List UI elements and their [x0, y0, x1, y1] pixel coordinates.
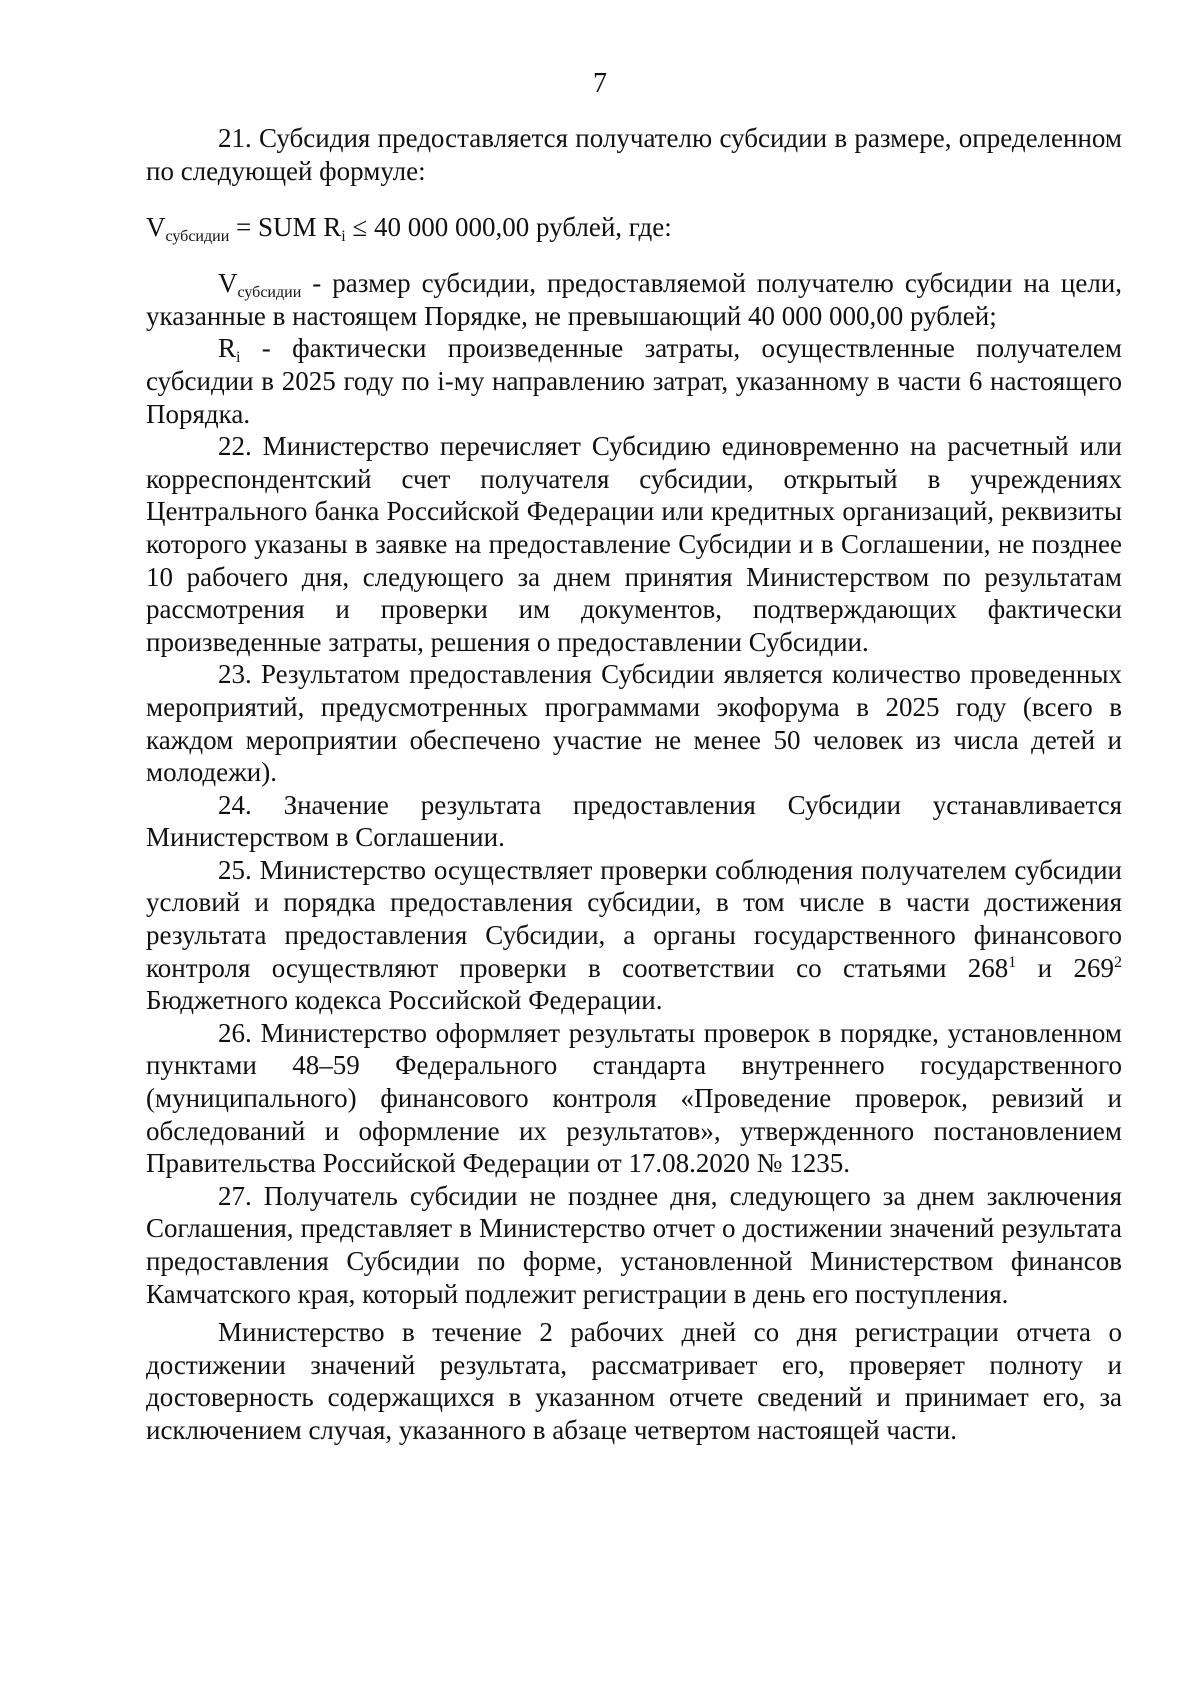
paragraph-24: 24. Значение результата предоставления Субсидии устанавливается Министерством в Соглашении.	[146, 789, 1122, 853]
formula-tail: ≤ 40 000 000,00 рублей, где:	[345, 212, 672, 243]
definition-r-text: - фактически произведенные затраты, осуществленные получателем субсидии в 2025 году по i-му направлению затрат, указанному в части 6 настоящего Порядка.	[146, 333, 1122, 429]
formula-middle: = SUM R	[229, 212, 342, 243]
page-number: 7	[593, 68, 607, 99]
definition-v-subscript: субсидии	[237, 284, 302, 302]
definition-r-symbol: R	[218, 333, 237, 364]
definition-v-symbol: V	[218, 268, 238, 299]
paragraph-25-sup-1: 1	[1008, 953, 1017, 971]
paragraph-25	[146, 854, 1122, 1017]
paragraph-26: 26. Министерство оформляет результаты проверок в порядке, установленном пунктами 48–59 Федерального стандарта внутреннего государственного (муниципального) финансового контроля «Проведение проверок, ревизий и обследований и оформление их результатов», утвержденного постановлением Правительства Российской Федерации от 17.08.2020 № 1235.	[146, 1017, 1122, 1179]
paragraph-25-sup-2: 2	[1114, 953, 1123, 971]
subsidy-formula	[146, 207, 1122, 247]
document-body	[146, 122, 1122, 1447]
paragraph-25-part-b: и 269	[1016, 952, 1115, 983]
paragraph-23: 23. Результатом предоставления Субсидии является количество проведенных мероприятий, предусмотренных программами экофорума в 2025 году (всего в каждом мероприятии обеспечено участие не менее 50 человек из числа детей и молодежи).	[146, 659, 1122, 788]
formula-r-subscript: i	[341, 228, 346, 246]
definition-r-subscript: i	[236, 349, 241, 367]
paragraph-21: 21. Субсидия предоставляется получателю субсидии в размере, определенном по следующей формуле:	[146, 123, 1122, 186]
definition-v	[146, 267, 1122, 332]
definition-r	[146, 332, 1122, 430]
formula-v-subscript: субсидии	[165, 228, 230, 246]
paragraph-27-second: Министерство в течение 2 рабочих дней со дня регистрации отчета о достижении значений результата, рассматривает его, проверяет полноту и достоверность содержащихся в указанном отчете сведений и принимает его, за исключением случая, указанного в абзаце четвертом настоящей части.	[146, 1317, 1122, 1445]
paragraph-25-part-a: 25. Министерство осуществляет проверки соблюдения получателем субсидии условий и порядка предоставления субсидии, в том числе в части достижения результата предоставления Субсидии, а органы государственного финансового контроля осуществляют проверки в соответствии со статьями 268	[146, 854, 1122, 983]
paragraph-22: 22. Министерство перечисляет Субсидию единовременно на расчетный или корреспондентский счет получателя субсидии, открытый в учреждениях Центрального банка Российской Федерации или кредитных организаций, реквизиты которого указаны в заявке на предоставление Субсидии и в Соглашении, не позднее 10 рабочего дня, следующего за днем принятия Министерством по результатам рассмотрения и проверки им документов, подтверждающих фактически произведенные затраты, решения о предоставлении Субсидии.	[146, 431, 1122, 657]
paragraph-25-part-c: Бюджетного кодекса Российской Федерации.	[146, 985, 663, 1016]
paragraph-27: 27. Получатель субсидии не позднее дня, следующего за днем заключения Соглашения, представляет в Министерство отчет о достижении значений результата предоставления Субсидии по форме, установленной Министерством финансов Камчатского края, который подлежит регистрации в день его поступления.	[146, 1180, 1122, 1309]
definition-v-text: - размер субсидии, предоставляемой получателю субсидии на цели, указанные в настоящем Порядке, не превышающий 40 000 000,00 рублей;	[146, 268, 1122, 331]
formula-v: V	[146, 212, 166, 243]
